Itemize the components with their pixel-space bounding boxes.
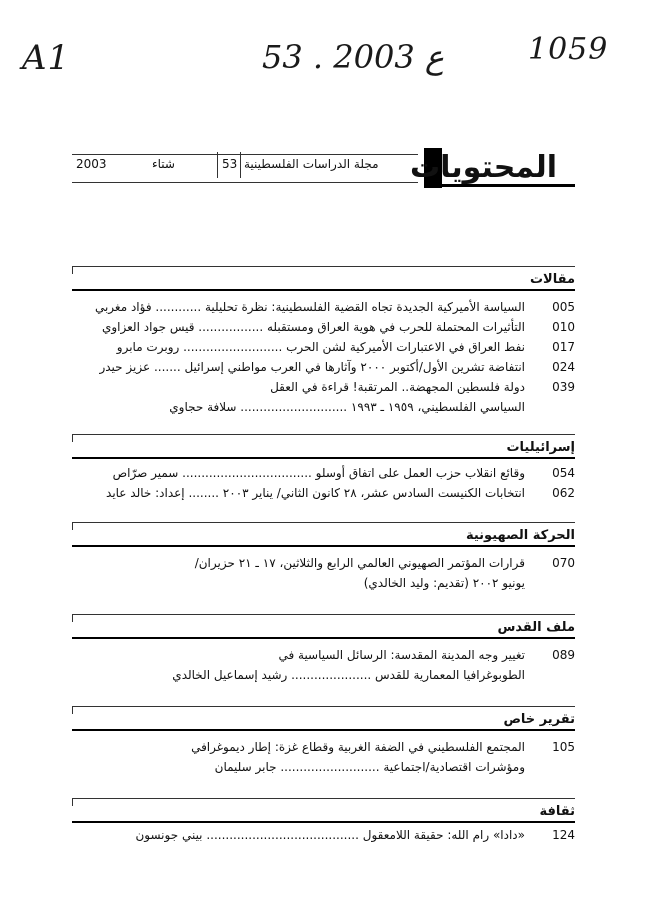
section-articles [72, 266, 575, 290]
page-number: 024 [552, 360, 575, 374]
contents-header [72, 148, 575, 188]
page-number: 054 [552, 466, 575, 480]
entry-text-continued: يونيو ٢٠٠٢ (تقديم: وليد الخالدي) [363, 576, 525, 590]
journal-name: مجلة الدراسات الفلسطينية [244, 157, 379, 171]
entry-text: السياسة الأميركية الجديدة تجاه القضية الفلسطينية: نظرة تحليلية ............ فؤاد مغربي [94, 300, 525, 314]
page-number: 105 [552, 740, 575, 754]
entry-text: المجتمع الفلسطيني في الضفة الغربية وقطاع غزة: إطار ديموغرافي [191, 740, 525, 754]
page-number: 039 [552, 380, 575, 394]
entry-text: وقائع انقلاب حزب العمل على اتفاق أوسلو .................................. سمير صرّاص [112, 466, 525, 480]
toc-entry [72, 380, 575, 420]
issue-season: شتاء [152, 157, 175, 171]
section-title: مقالات [529, 272, 575, 287]
section-zionist-movement [72, 522, 575, 546]
page-number: 005 [552, 300, 575, 314]
entry-text: تغيير وجه المدينة المقدسة: الرسائل السياسية في [278, 648, 525, 662]
section-special-report [72, 706, 575, 730]
entry-text: انتخابات الكنيست السادس عشر، ٢٨ كانون الثاني/ يناير ٢٠٠٣ ........ إعداد: خالد عايد [106, 486, 525, 500]
toc-entry [72, 556, 575, 596]
header-separator [217, 152, 218, 178]
section-title: ثقافة [539, 804, 575, 819]
section-israeli-affairs [72, 434, 575, 458]
entry-text-continued: ومؤشرات اقتصادية/اجتماعية .......................... جابر سليمان [214, 760, 525, 774]
entry-text-continued: الطوبوغرافيا المعمارية للقدس ..................... رشيد إسماعيل الخالدي [172, 668, 525, 682]
toc-entry [72, 740, 575, 780]
section-jerusalem-file [72, 614, 575, 638]
section-title: الحركة الصهيونية [465, 528, 575, 543]
entry-text: قرارات المؤتمر الصهيوني العالمي الرابع والثلاثين، ١٧ ـ ٢١ حزيران/ [194, 556, 525, 570]
handwritten-note-issue: 53 . ع 2003 [262, 38, 444, 76]
page-number: 062 [552, 486, 575, 500]
entry-text: نفط العراق في الاعتبارات الأميركية لشن الحرب .......................... روبرت مابرو [116, 340, 525, 354]
entry-text: دولة فلسطين المجهضة.. المرتقبة! قراءة في العقل [270, 380, 525, 394]
header-rule-top [72, 154, 418, 155]
section-title: إسرائيليات [506, 440, 575, 455]
handwritten-note-number: 1059 [528, 32, 609, 67]
page-number: 017 [552, 340, 575, 354]
page-number: 124 [552, 828, 575, 842]
page-number: 089 [552, 648, 575, 662]
header-rule-bottom [72, 182, 418, 183]
entry-text: انتفاضة تشرين الأول/أكتوبر ٢٠٠٠ وآثارها في العرب مواطني إسرائيل ....... عزيز حيدر [99, 360, 525, 374]
entry-text-continued: السياسي الفلسطيني، ١٩٥٩ ـ ١٩٩٣ ............................ سلافة حجاوي [169, 400, 525, 414]
handwritten-note-a1: A1 [22, 38, 71, 78]
page-number: 010 [552, 320, 575, 334]
section-culture [72, 798, 575, 822]
header-separator [240, 152, 241, 178]
toc-entry [72, 648, 575, 688]
section-title: تقرير خاص [503, 712, 575, 727]
issue-number: 53 [222, 157, 238, 171]
entry-text: التأثيرات المحتملة للحرب في هوية العراق ومستقبله ................. قيس جواد العزاوي [101, 320, 525, 334]
entry-text: «دادا» رام الله: حقيقة اللامعقول ........................................ بيني جونسون [135, 828, 525, 842]
section-title: ملف القدس [497, 620, 575, 635]
page-title: المحتويات [409, 150, 557, 185]
page-number: 070 [552, 556, 575, 570]
issue-year: 2003 [76, 157, 107, 171]
